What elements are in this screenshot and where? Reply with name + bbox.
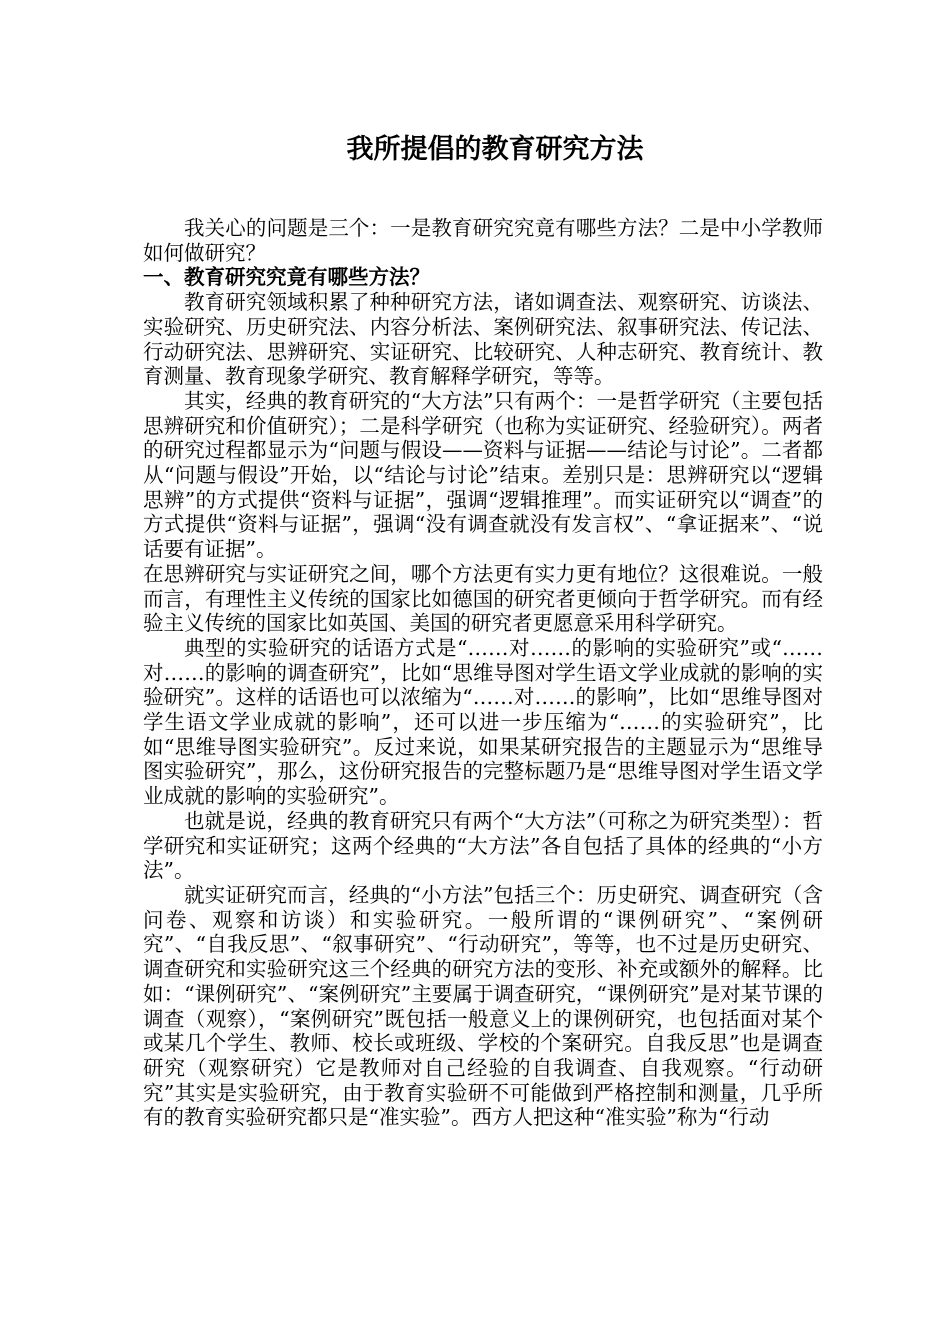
document-title: 我所提倡的教育研究方法 <box>346 134 644 165</box>
methods-list-paragraph: 教育研究领域积累了种种研究方法，诸如调查法、观察研究、访谈法、实验研究、历史研究法、内容分析法、案例研究法、叙事研究法、传记法、行动研究法、思辨研究、实证研究、比较研究、人种志研究、教育统计、教育测量、教育现象学研究、教育解释学研究，等等。 <box>143 290 823 389</box>
document-page <box>143 128 823 1130</box>
big-methods-paragraph: 其实，经典的教育研究的“大方法”只有两个：一是哲学研究（主要包括思辨研究和价值研究）；二是科学研究（也称为实证研究、经验研究）。两者的研究过程都显示为“问题与假设——资料与证据——结论与讨论”。二者都从“问题与假设”开始，以“结论与讨论”结束。差别只是：思辨研究以“逻辑思辨”的方式提供“资料与证据”，强调“逻辑推理”。而实证研究以“调查”的方式提供“资料与证据”，强调“没有调查就没有发言权”、“拿证据来”、“说话要有证据”。 <box>143 388 823 562</box>
experiment-discourse-paragraph: 典型的实验研究的话语方式是“……对……的影响的实验研究”或“……对……的影响的调查研究”，比如“思维导图对学生语文学业成就的影响的实验研究”。这样的话语也可以浓缩为“……对……的影响”，比如“思维导图对学生语文学业成就的影响”，还可以进一步压缩为“……的实验研究”，比如“思维导图实验研究”。反过来说，如果某研究报告的主题显示为“思维导图实验研究”，那么，这份研究报告的完整标题乃是“思维导图对学生语文学业成就的影响的实验研究”。 <box>143 635 823 809</box>
section-heading-1: 一、教育研究究竟有哪些方法？ <box>143 265 430 290</box>
comparison-paragraph: 在思辨研究与实证研究之间，哪个方法更有实力更有地位？这很难说。一般而言，有理性主义传统的国家比如德国的研究者更倾向于哲学研究。而有经验主义传统的国家比如英国、美国的研究者更愿意采用科学研究。 <box>143 561 823 636</box>
summary-paragraph: 也就是说，经典的教育研究只有两个“大方法”（可称之为研究类型）：哲学研究和实证研究；这两个经典的“大方法”各自包括了具体的经典的“小方法”。 <box>143 808 823 883</box>
empirical-methods-paragraph: 就实证研究而言，经典的“小方法”包括三个：历史研究、调查研究（含问卷、观察和访谈）和实验研究。一般所谓的“课例研究”、“案例研究”、“自我反思”、“叙事研究”、“行动研究”，等等，也不过是历史研究、调查研究和实验研究这三个经典的研究方法的变形、补充或额外的解释。比如：“课例研究”、“案例研究”主要属于调查研究，“课例研究”是对某节课的调查（观察），“案例研究”既包括一般意义上的课例研究，也包括面对某个或某几个学生、教师、校长或班级、学校的个案研究。自我反思”也是调查研究（观察研究）它是教师对自己经验的自我调查、自我观察。“行动研究”其实是实验研究，由于教育实验研不可能做到严格控制和测量，几乎所有的教育实验研究都只是“准实验”。西方人把这种“准实验”称为“行动 <box>143 882 823 1130</box>
intro-paragraph: 我关心的问题是三个：一是教育研究究竟有哪些方法？二是中小学教师如何做研究？ <box>143 216 823 265</box>
